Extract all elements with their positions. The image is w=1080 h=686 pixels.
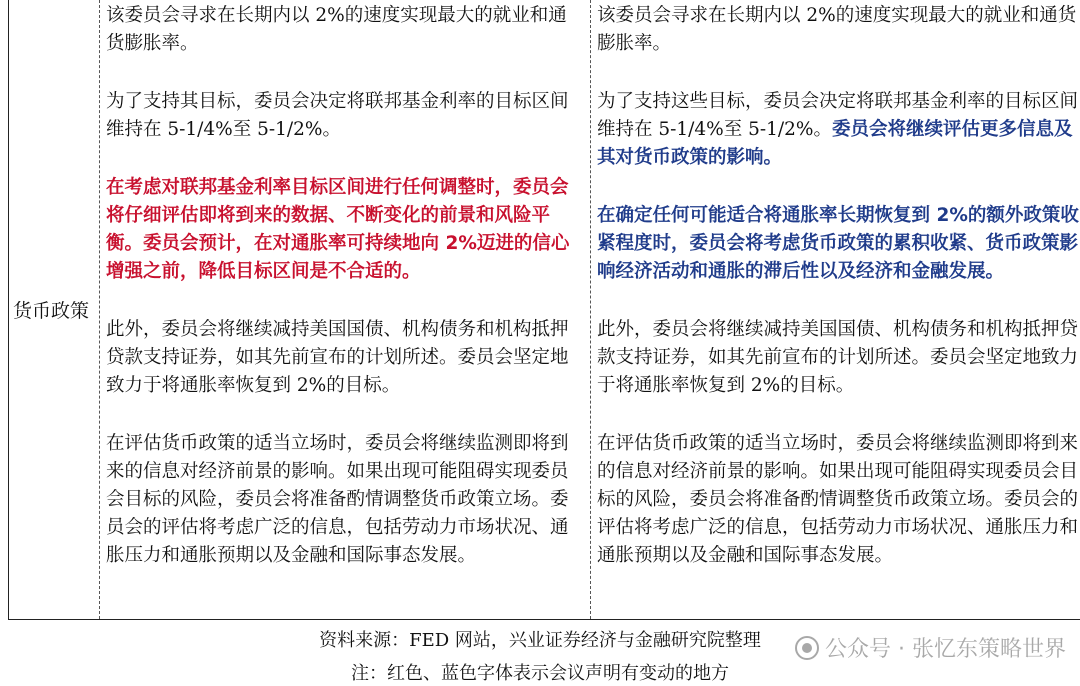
- right-paragraph-1: 该委员会寻求在长期内以 2%的速度实现最大的就业和通货膨胀率。: [597, 5, 1077, 54]
- watermark: [795, 632, 1066, 663]
- left-paragraph-2: 为了支持其目标，委员会决定将联邦基金利率的目标区间维持在 5-1/4%至 5-1/2%。: [106, 91, 569, 140]
- source-note: 资料来源：FED 网站，兴业证券经济与金融研究院整理: [319, 630, 761, 651]
- wechat-icon: [795, 636, 819, 660]
- right-paragraph-changed-blue: 在确定任何可能适合将通胀率长期恢复到 2%的额外政策收紧程度时，委员会将考虑货币政策的累积收紧、货币政策影响经济活动和通胀的滞后性以及经济和金融发展。: [597, 205, 1079, 282]
- right-paragraph-4: 此外，委员会将继续减持美国国债、机构债务和机构抵押贷款支持证券，如其先前宣布的计划所述。委员会坚定地致力于将通胀率恢复到 2%的目标。: [597, 319, 1079, 396]
- right-paragraph-2: [597, 88, 1079, 172]
- row-label: 货币政策: [13, 300, 90, 322]
- left-paragraph-5: 在评估货币政策的适当立场时，委员会将继续监测即将到来的信息对经济前景的影响。如果出现可能阻碍实现委员会目标的风险，委员会将准备酌情调整货币政策立场。委员会的评估将考虑广泛的信息，包括劳动力市场状况、通胀压力和通胀预期以及金融和国际事态发展。: [106, 433, 569, 566]
- comparison-table: [8, 0, 1080, 620]
- right-paragraph-2-changed-blue: 委员会将继续评估更多信息及其对货币政策的影响。: [597, 119, 1073, 168]
- right-paragraph-2-text: 为了支持这些目标，委员会决定将联邦基金利率的目标区间维持在 5-1/4%至 5-1/2%。: [597, 91, 1079, 140]
- watermark-text: 公众号 · 张忆东策略世界: [825, 637, 1066, 662]
- left-paragraph-changed-red: 在考虑对联邦基金利率目标区间进行任何调整时，委员会将仔细评估即将到来的数据、不断变化的前景和风险平衡。委员会预计，在对通胀率可持续地向 2%迈进的信心增强之前，降低目标区间是不合适的。: [106, 177, 570, 282]
- previous-statement-column: [99, 0, 591, 619]
- current-statement-column: [591, 0, 1080, 619]
- color-legend-note: 注：红色、蓝色字体表示会议声明有变动的地方: [351, 663, 729, 684]
- left-paragraph-1: 该委员会寻求在长期内以 2%的速度实现最大的就业和通货膨胀率。: [106, 5, 567, 54]
- left-paragraph-4: 此外，委员会将继续减持美国国债、机构债务和机构抵押贷款支持证券，如其先前宣布的计划所述。委员会坚定地致力于将通胀率恢复到 2%的目标。: [106, 319, 569, 396]
- right-paragraph-5: 在评估货币政策的适当立场时，委员会将继续监测即将到来的信息对经济前景的影响。如果出现可能阻碍实现委员会目标的风险，委员会将准备酌情调整货币政策立场。委员会的评估将考虑广泛的信息，包括劳动力市场状况、通胀压力和通胀预期以及金融和国际事态发展。: [597, 433, 1079, 566]
